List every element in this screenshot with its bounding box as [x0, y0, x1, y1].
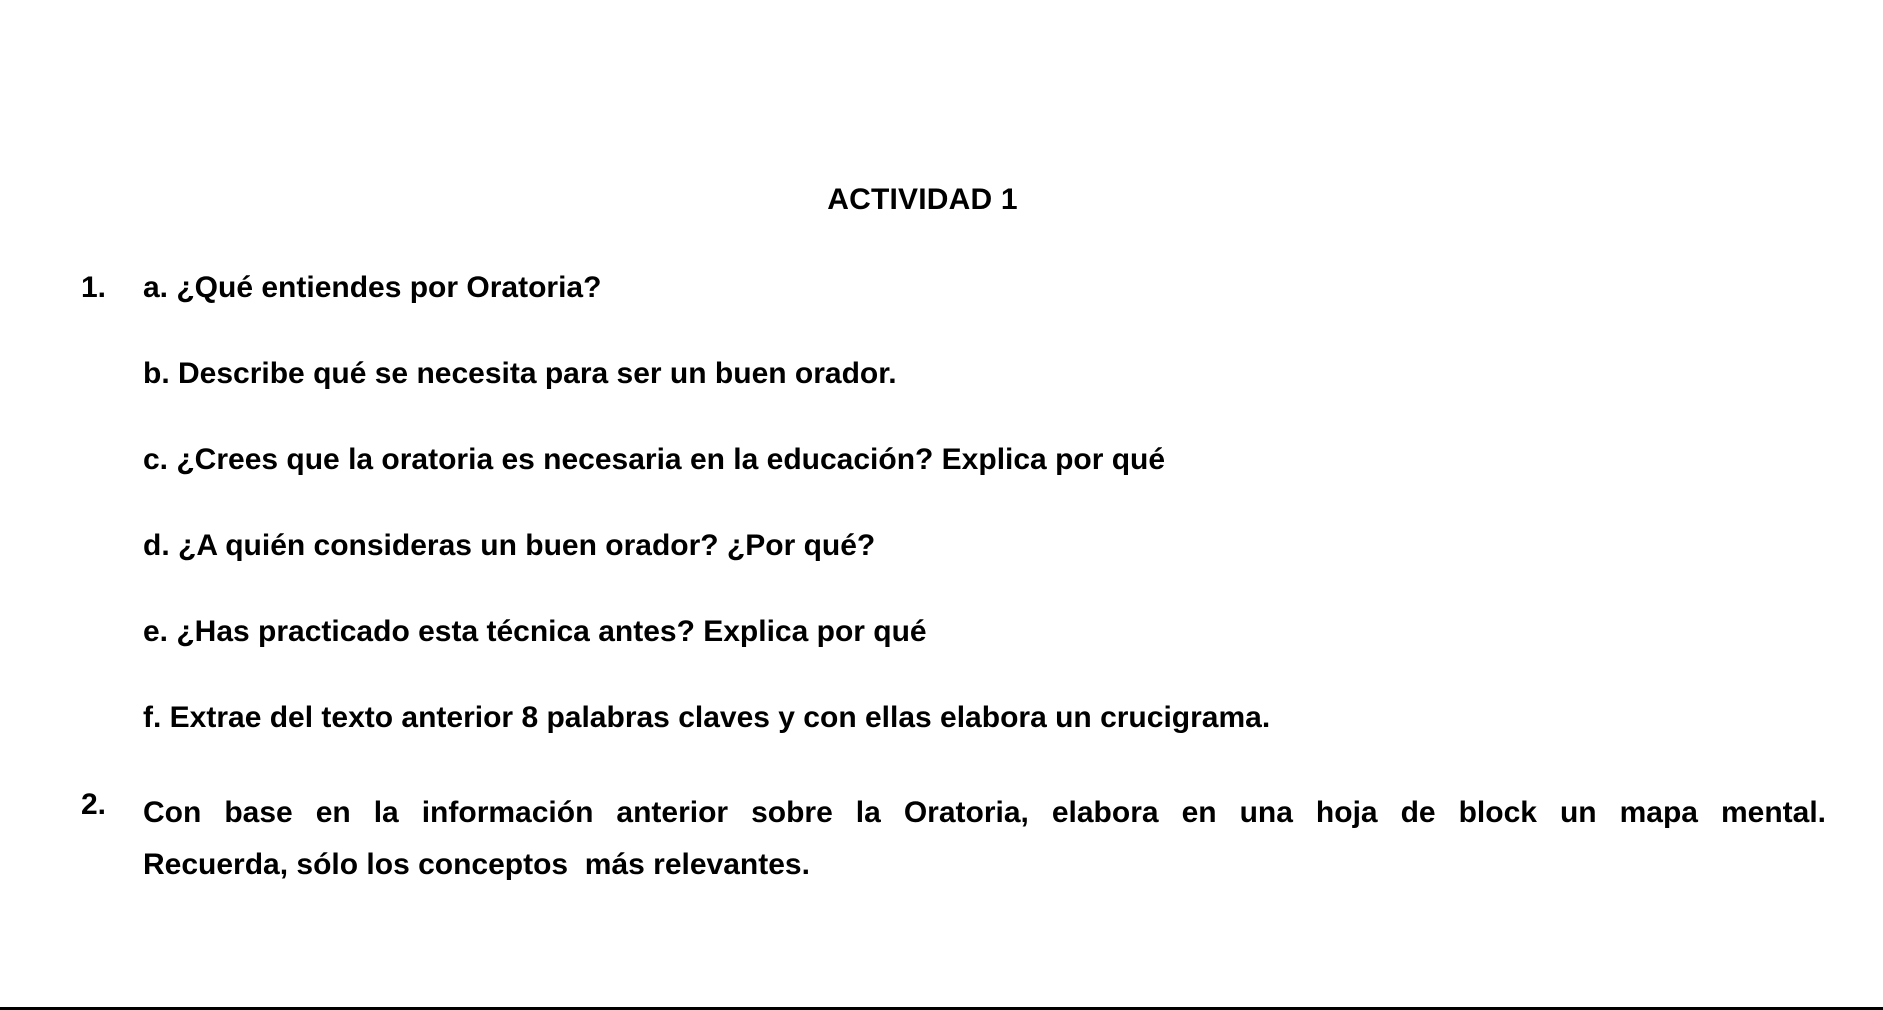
question-1-number: 1.: [81, 271, 107, 304]
question-1-item-f: f. Extrae del texto anterior 8 palabras claves y con ellas elabora un crucigrama.: [143, 701, 1271, 734]
question-1-item-a: a. ¿Qué entiendes por Oratoria?: [143, 271, 602, 304]
question-1-item-d: d. ¿A quién consideras un buen orador? ¿Por qué?: [143, 529, 876, 562]
question-1-item-b: b. Describe qué se necesita para ser un buen orador.: [143, 357, 897, 390]
page-title: ACTIVIDAD 1: [827, 183, 1018, 216]
question-2-text: [143, 787, 1826, 891]
question-1-item-c: c. ¿Crees que la oratoria es necesaria en la educación? Explica por qué: [143, 443, 1166, 476]
question-2-line-2: Recuerda, sólo los conceptos más relevantes.: [143, 848, 810, 881]
question-1-item-e: e. ¿Has practicado esta técnica antes? Explica por qué: [143, 615, 927, 648]
question-2-number: 2.: [81, 788, 107, 821]
question-2-line-1: Con base en la información anterior sobre la Oratoria, elabora en una hoja de block un mapa mental.: [143, 796, 1826, 829]
